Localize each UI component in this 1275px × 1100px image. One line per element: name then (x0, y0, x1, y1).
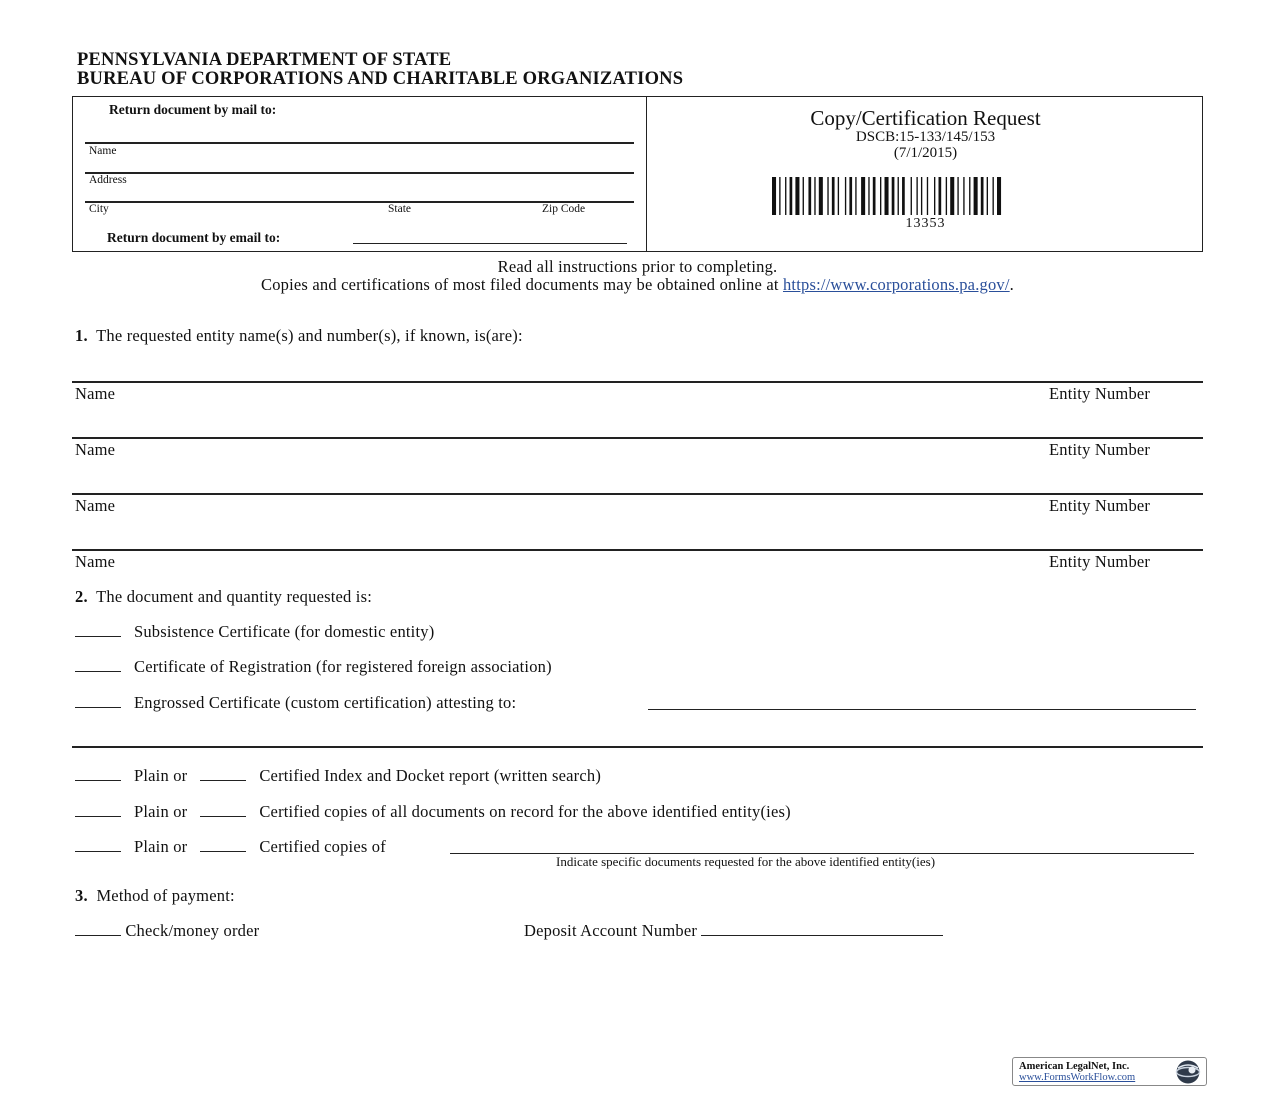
barcode-bar (898, 177, 899, 215)
certified-qty-blank[interactable] (200, 766, 246, 781)
engrossed-row (75, 693, 516, 713)
barcode-bar (939, 177, 942, 215)
deposit-label: Deposit Account Number (524, 921, 698, 940)
barcode-bar (911, 177, 912, 215)
form-title: Copy/Certification Request (810, 106, 1041, 130)
department-title: PENNSYLVANIA DEPARTMENT OF STATE (77, 50, 452, 70)
barcode-bar (808, 177, 811, 215)
entity-line-3[interactable] (72, 493, 1203, 495)
entity-number-label: Entity Number (1049, 440, 1151, 459)
plain-or-label: Plain or (133, 766, 188, 785)
form-date: (7/1/2015) (893, 145, 958, 161)
barcode-bar (772, 177, 776, 215)
box-divider (646, 96, 647, 252)
barcode-bar (885, 177, 889, 215)
entity-line-1[interactable] (72, 381, 1203, 383)
section3-number: 3. (75, 886, 88, 905)
entity-number-label: Entity Number (1049, 384, 1151, 403)
barcode-bar (950, 177, 954, 215)
certified-qty-blank[interactable] (200, 837, 246, 852)
barcode-bar (803, 177, 804, 215)
index-docket-row (75, 766, 601, 786)
barcode-bar (845, 177, 846, 215)
zip-label: Zip Code (542, 203, 586, 215)
plain-qty-blank[interactable] (75, 837, 121, 852)
address-line[interactable] (85, 172, 634, 174)
barcode-bar (849, 177, 852, 215)
check-label: Check/money order (125, 921, 260, 940)
plain-qty-blank[interactable] (75, 766, 121, 781)
check-blank[interactable] (75, 921, 121, 936)
section3-text: Method of payment: (96, 886, 235, 905)
barcode-bar (873, 177, 876, 215)
barcode-bar (902, 177, 905, 215)
corporations-link[interactable]: https://www.corporations.pa.gov/ (782, 275, 1010, 294)
barcode-bar (997, 177, 1001, 215)
address-label: Address (89, 174, 127, 186)
barcode-bar (921, 177, 922, 215)
barcode-bar (916, 177, 917, 215)
section2-text: The document and quantity requested is: (96, 587, 372, 606)
barcode-bar (785, 177, 786, 215)
instructions-line1: Read all instructions prior to completing. (497, 257, 778, 276)
barcode-bar (790, 177, 793, 215)
entity-name-label: Name (75, 384, 116, 403)
email-line[interactable] (353, 243, 627, 244)
entity-line-4[interactable] (72, 549, 1203, 551)
email-label: Return document by email to: (107, 230, 281, 245)
registration-qty-blank[interactable] (75, 657, 121, 672)
name-label: Name (89, 145, 117, 157)
plain-qty-blank[interactable] (75, 802, 121, 817)
barcode-image (772, 177, 1077, 215)
entity-line-2[interactable] (72, 437, 1203, 439)
barcode-bar (868, 177, 869, 215)
name-line[interactable] (85, 142, 634, 144)
copies-of-label: Certified copies of (259, 837, 386, 856)
engrossed-label: Engrossed Certificate (custom certification) attesting to: (133, 693, 517, 712)
city-label: City (89, 203, 109, 215)
state-label: State (388, 203, 411, 215)
copies-of-hint: Indicate specific documents requested for the above identified entity(ies) (556, 854, 936, 869)
globe-icon (1171, 1059, 1205, 1085)
section1-text: The requested entity name(s) and number(s), if known, is(are): (96, 326, 523, 345)
barcode-bar (946, 177, 947, 215)
section3-heading (75, 886, 235, 906)
entity-name-label: Name (75, 552, 116, 571)
barcode-bar (927, 177, 928, 215)
barcode-bar (795, 177, 799, 215)
instructions-text: Copies and certifications of most filed documents may be obtained online at (260, 275, 783, 294)
deposit-account-blank[interactable] (701, 921, 943, 936)
american-legalnet-logo[interactable] (1012, 1057, 1207, 1086)
engrossed-qty-blank[interactable] (75, 693, 121, 708)
subsistence-row (75, 622, 434, 642)
registration-row (75, 657, 552, 677)
logo-company: American LegalNet, Inc. (1019, 1061, 1130, 1072)
subsistence-label: Subsistence Certificate (for domestic entity) (133, 622, 435, 641)
copies-of-row (75, 837, 386, 857)
barcode-number: 13353 (905, 216, 946, 231)
barcode-bar (819, 177, 823, 215)
entity-name-label: Name (75, 496, 116, 515)
logo-url[interactable]: www.FormsWorkFlow.com (1019, 1072, 1136, 1083)
barcode-bar (993, 177, 994, 215)
entity-number-label: Entity Number (1049, 552, 1151, 571)
section1-heading (75, 326, 523, 346)
index-docket-label: Certified Index and Docket report (written search) (259, 766, 602, 785)
instructions-line2 (0, 275, 1275, 295)
barcode-bar (963, 177, 964, 215)
engrossed-continuation-line[interactable] (72, 746, 1203, 748)
check-row (75, 921, 259, 941)
deposit-row (524, 921, 943, 941)
registration-label: Certificate of Registration (for registered foreign association) (133, 657, 552, 676)
barcode-bar (969, 177, 970, 215)
barcode-bar (832, 177, 835, 215)
barcode-bar (838, 177, 839, 215)
barcode-bar (814, 177, 815, 215)
plain-or-label: Plain or (133, 802, 188, 821)
barcode-bar (981, 177, 984, 215)
form-code: DSCB:15-133/145/153 (855, 129, 996, 145)
all-docs-row (75, 802, 791, 822)
barcode-bar (827, 177, 828, 215)
barcode-bar (861, 177, 865, 215)
barcode-bar (957, 177, 958, 215)
barcode-bar (855, 177, 856, 215)
barcode-bar (934, 177, 935, 215)
barcode-bar (974, 177, 978, 215)
entity-name-label: Name (75, 440, 116, 459)
barcode-bar (779, 177, 780, 215)
section1-number: 1. (75, 326, 88, 345)
barcode-bar (987, 177, 988, 215)
mail-label: Return document by mail to: (109, 102, 277, 117)
entity-number-label: Entity Number (1049, 496, 1151, 515)
barcode-bar (880, 177, 881, 215)
section2-number: 2. (75, 587, 88, 606)
engrossed-attesting-line[interactable] (648, 709, 1196, 710)
all-docs-label: Certified copies of all documents on record for the above identified entity(ies) (259, 802, 791, 821)
instructions-period: . (1009, 275, 1014, 294)
certified-qty-blank[interactable] (200, 802, 246, 817)
section2-heading (75, 587, 372, 607)
plain-or-label: Plain or (133, 837, 188, 856)
barcode-bar (892, 177, 895, 215)
subsistence-qty-blank[interactable] (75, 622, 121, 637)
bureau-title: BUREAU OF CORPORATIONS AND CHARITABLE ORGANIZATIONS (77, 69, 684, 89)
